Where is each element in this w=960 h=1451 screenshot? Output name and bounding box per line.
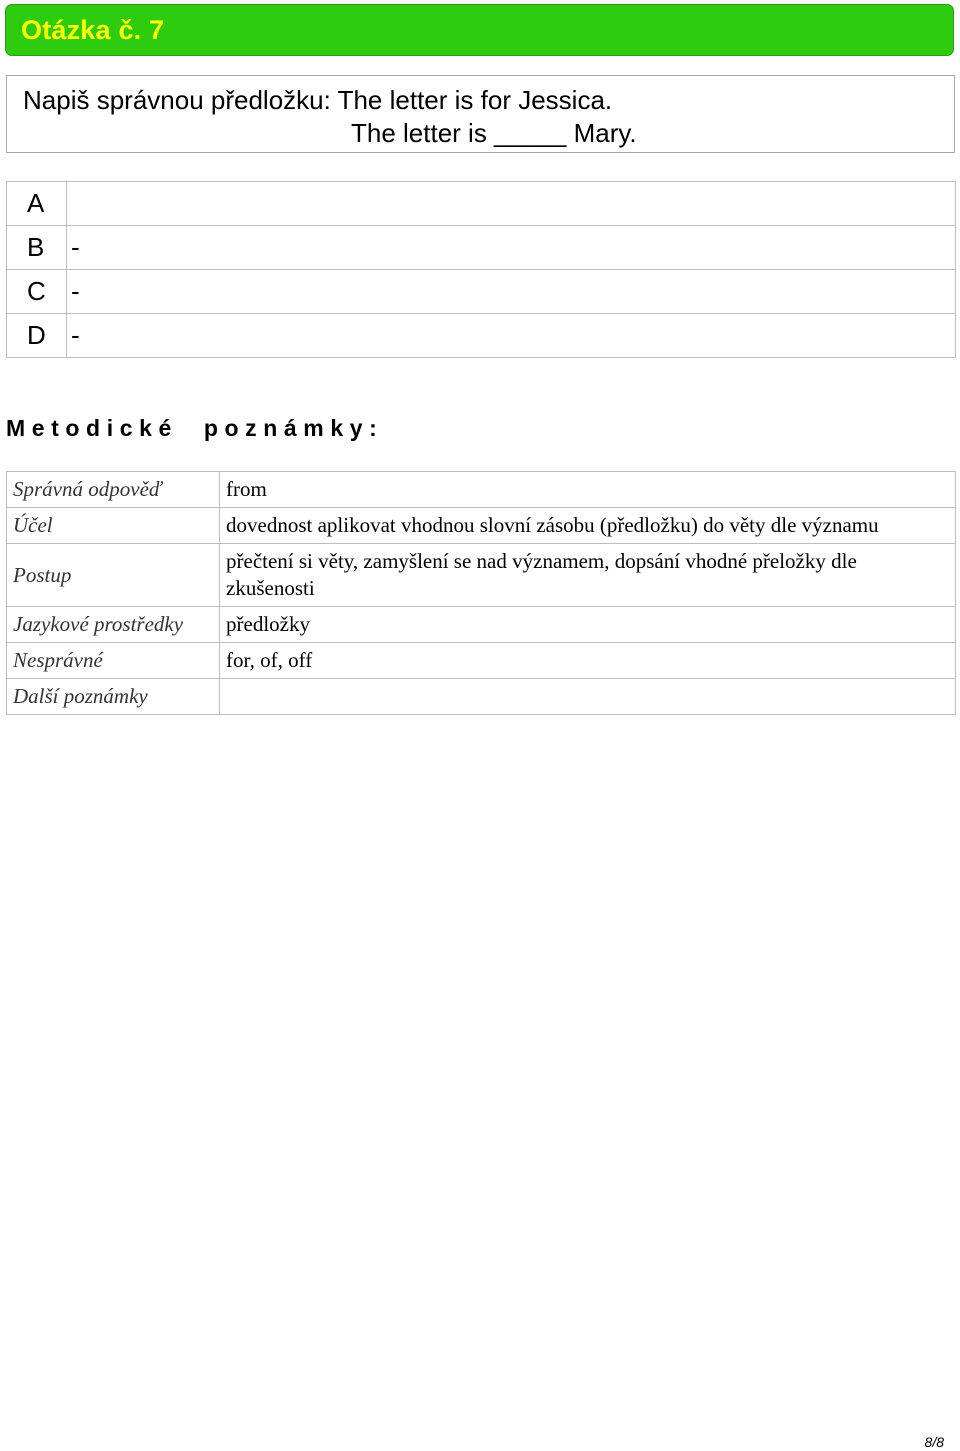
row-value: předložky [220, 607, 956, 643]
answer-option-d[interactable] [7, 314, 956, 358]
answer-options-table [6, 181, 956, 358]
answer-letter: D [7, 314, 67, 358]
answer-text [67, 182, 956, 226]
answer-text: - [67, 270, 956, 314]
question-text-line-1: Napiš správnou předložku: The letter is for Jessica. [23, 85, 613, 115]
row-value: for, of, off [220, 643, 956, 679]
row-value [220, 679, 956, 715]
table-row [7, 607, 956, 643]
table-row [7, 508, 956, 544]
page-number: 8/8 [924, 1434, 944, 1450]
row-value: from [220, 472, 956, 508]
row-label: Účel [7, 508, 220, 544]
answer-letter: A [7, 182, 67, 226]
row-value: přečtení si věty, zamyšlení se nad významem, dopsání vhodné přeložky dle zkušenosti [220, 544, 956, 607]
table-row [7, 544, 956, 607]
answer-text: - [67, 314, 956, 358]
row-label: Další poznámky [7, 679, 220, 715]
question-prompt [6, 75, 955, 153]
row-label: Nesprávné [7, 643, 220, 679]
answer-option-b[interactable] [7, 226, 956, 270]
answer-option-a[interactable] [7, 182, 956, 226]
answer-option-c[interactable] [7, 270, 956, 314]
row-label: Jazykové prostředky [7, 607, 220, 643]
answer-letter: B [7, 226, 67, 270]
row-label: Postup [7, 544, 220, 607]
answer-letter: C [7, 270, 67, 314]
table-row [7, 643, 956, 679]
table-row [7, 679, 956, 715]
table-row [7, 472, 956, 508]
methodology-table [6, 471, 956, 715]
row-label: Správná odpověď [7, 472, 220, 508]
question-title: Otázka č. 7 [21, 15, 165, 45]
row-value: dovednost aplikovat vhodnou slovní zásobu (předložku) do věty dle významu [220, 508, 956, 544]
answer-text: - [67, 226, 956, 270]
methodology-heading: Metodické poznámky: [6, 415, 384, 441]
question-banner [5, 4, 954, 56]
question-text-line-2: The letter is _____ Mary. [351, 118, 637, 148]
